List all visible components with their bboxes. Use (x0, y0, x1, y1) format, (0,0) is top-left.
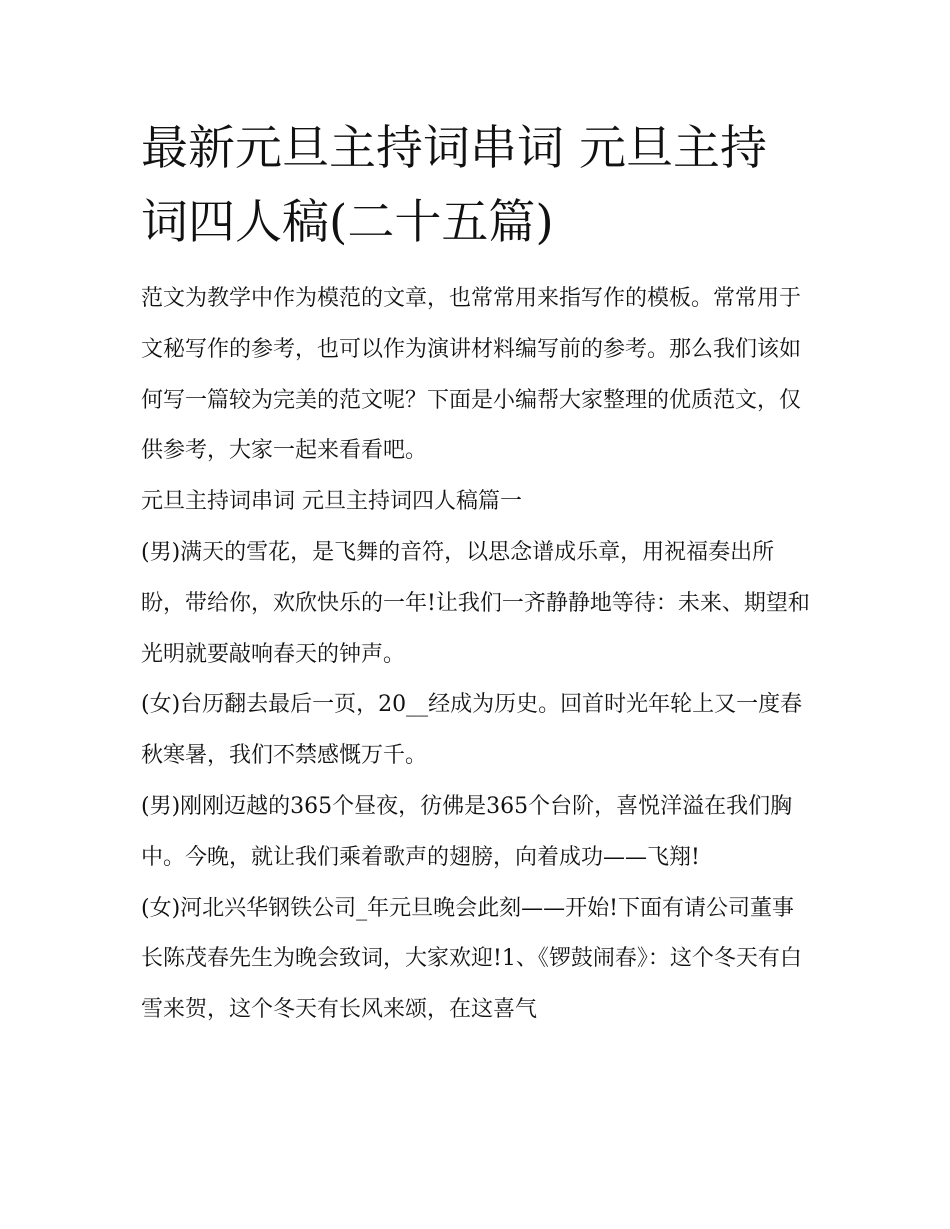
male-host-line-1: (男)满天的雪花，是飞舞的音符，以思念谱成乐章，用祝福奏出所盼，带给你，欢欣快乐的一年!让我们一齐静静地等待：未来、期望和光明就要敲响春天的钟声。 (141, 539, 810, 667)
female-host-line-2: (女)河北兴华钢铁公司_年元旦晚会此刻——开始!下面有请公司董事长陈茂春先生为晚会致词，大家欢迎!1、《锣鼓闹春》：这个冬天有白雪来贺，这个冬天有长风来颂，在这喜气 (141, 895, 802, 1023)
document-body (141, 274, 813, 1036)
document-page (141, 112, 813, 1036)
intro-paragraph: 范文为教学中作为模范的文章，也常常用来指写作的模板。常常用于文秘写作的参考，也可以作为演讲材料编写前的参考。那么我们该如何写一篇较为完美的范文呢？下面是小编帮大家整理的优质范文，仅供参考，大家一起来看看吧。 (141, 286, 802, 464)
document-title: 最新元旦主持词串词 元旦主持词四人稿(二十五篇) (141, 121, 767, 250)
female-host-line-1: (女)台历翻去最后一页，20__经成为历史。回首时光年轮上又一度春秋寒暑，我们不禁感慨万千。 (141, 692, 803, 769)
male-host-line-2: (男)刚刚迈越的365个昼夜，彷佛是365个台阶，喜悦洋溢在我们胸中。今晚，就让我们乘着歌声的翅膀，向着成功——飞翔! (141, 793, 793, 870)
section-heading: 元旦主持词串词 元旦主持词四人稿篇一 (141, 489, 522, 515)
